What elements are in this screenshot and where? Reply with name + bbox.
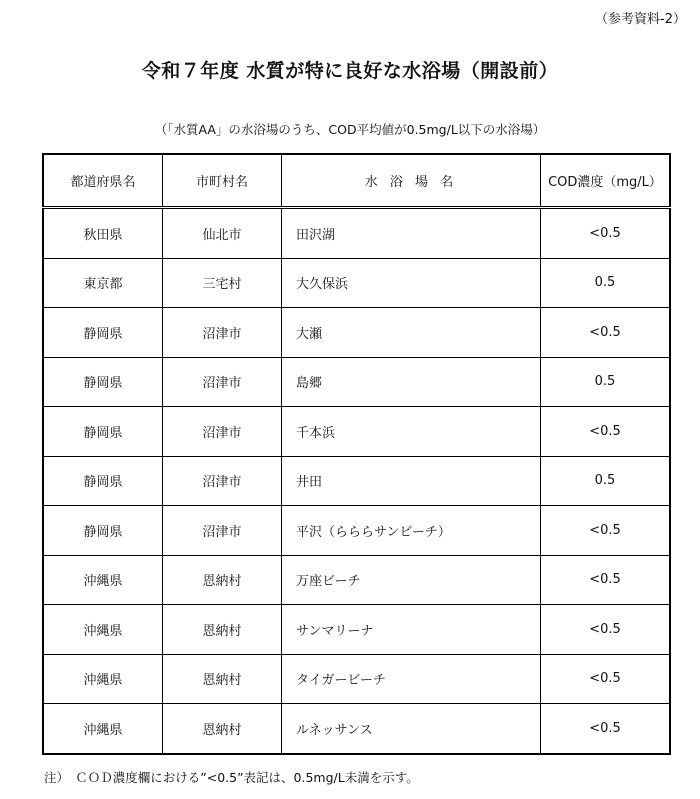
prefecture-cell: 沖縄県 xyxy=(43,605,163,655)
table-row xyxy=(43,208,670,259)
beach-name-cell: 井田 xyxy=(282,456,541,506)
cod-value-cell: 0.5 xyxy=(541,357,671,407)
page-subtitle: （「水質AA」の水浴場のうち、COD平均値が0.5mg/L以下の水浴場） xyxy=(154,122,546,137)
municipality-cell: 沼津市 xyxy=(163,407,282,457)
table-row xyxy=(43,456,670,506)
beach-name-cell: 大瀬 xyxy=(282,308,541,358)
cod-value-cell: <0.5 xyxy=(541,605,671,655)
reference-label: （参考資料-2） xyxy=(595,12,686,27)
table-row xyxy=(43,654,670,704)
table-row xyxy=(43,308,670,358)
prefecture-cell: 沖縄県 xyxy=(43,654,163,704)
table-header-row xyxy=(43,154,670,208)
municipality-cell: 沼津市 xyxy=(163,506,282,556)
table-row xyxy=(43,506,670,556)
cod-value-cell: <0.5 xyxy=(541,208,671,259)
header-beach: 水 浴 場 名 xyxy=(282,154,541,208)
municipality-cell: 恩納村 xyxy=(163,704,282,754)
prefecture-cell: 静岡県 xyxy=(43,357,163,407)
header-prefecture: 都道府県名 xyxy=(43,154,163,208)
table-row xyxy=(43,555,670,605)
cod-value-cell: 0.5 xyxy=(541,258,671,308)
cod-value-cell: <0.5 xyxy=(541,407,671,457)
prefecture-cell: 東京都 xyxy=(43,258,163,308)
beach-name-cell: 田沢湖 xyxy=(282,208,541,259)
prefecture-cell: 静岡県 xyxy=(43,506,163,556)
table-row xyxy=(43,704,670,754)
prefecture-cell: 静岡県 xyxy=(43,456,163,506)
municipality-cell: 恩納村 xyxy=(163,654,282,704)
municipality-cell: 恩納村 xyxy=(163,605,282,655)
prefecture-cell: 秋田県 xyxy=(43,208,163,259)
header-municipality: 市町村名 xyxy=(163,154,282,208)
beach-name-cell: 島郷 xyxy=(282,357,541,407)
municipality-cell: 沼津市 xyxy=(163,357,282,407)
municipality-cell: 沼津市 xyxy=(163,456,282,506)
cod-value-cell: 0.5 xyxy=(541,456,671,506)
municipality-cell: 三宅村 xyxy=(163,258,282,308)
cod-value-cell: <0.5 xyxy=(541,506,671,556)
beach-name-cell: ルネッサンス xyxy=(282,704,541,754)
beach-name-cell: 千本浜 xyxy=(282,407,541,457)
beach-name-cell: サンマリーナ xyxy=(282,605,541,655)
municipality-cell: 仙北市 xyxy=(163,208,282,259)
beach-name-cell: 万座ビーチ xyxy=(282,555,541,605)
municipality-cell: 恩納村 xyxy=(163,555,282,605)
table-row xyxy=(43,258,670,308)
table-row xyxy=(43,407,670,457)
municipality-cell: 沼津市 xyxy=(163,308,282,358)
beach-name-cell: 大久保浜 xyxy=(282,258,541,308)
prefecture-cell: 沖縄県 xyxy=(43,704,163,754)
beach-table xyxy=(42,153,671,755)
prefecture-cell: 静岡県 xyxy=(43,308,163,358)
beach-name-cell: 平沢（らららサンビーチ） xyxy=(282,506,541,556)
cod-value-cell: <0.5 xyxy=(541,654,671,704)
cod-value-cell: <0.5 xyxy=(541,704,671,754)
table-row xyxy=(43,605,670,655)
prefecture-cell: 静岡県 xyxy=(43,407,163,457)
footnote: 注） ＣＯＤ濃度欄における”<0.5”表記は、0.5mg/L未満を示す。 xyxy=(44,770,419,785)
header-cod: COD濃度（mg/L） xyxy=(541,154,671,208)
table-row xyxy=(43,357,670,407)
page-title: 令和７年度 水質が特に良好な水浴場（開設前） xyxy=(141,60,559,82)
prefecture-cell: 沖縄県 xyxy=(43,555,163,605)
cod-value-cell: <0.5 xyxy=(541,308,671,358)
beach-name-cell: タイガービーチ xyxy=(282,654,541,704)
cod-value-cell: <0.5 xyxy=(541,555,671,605)
